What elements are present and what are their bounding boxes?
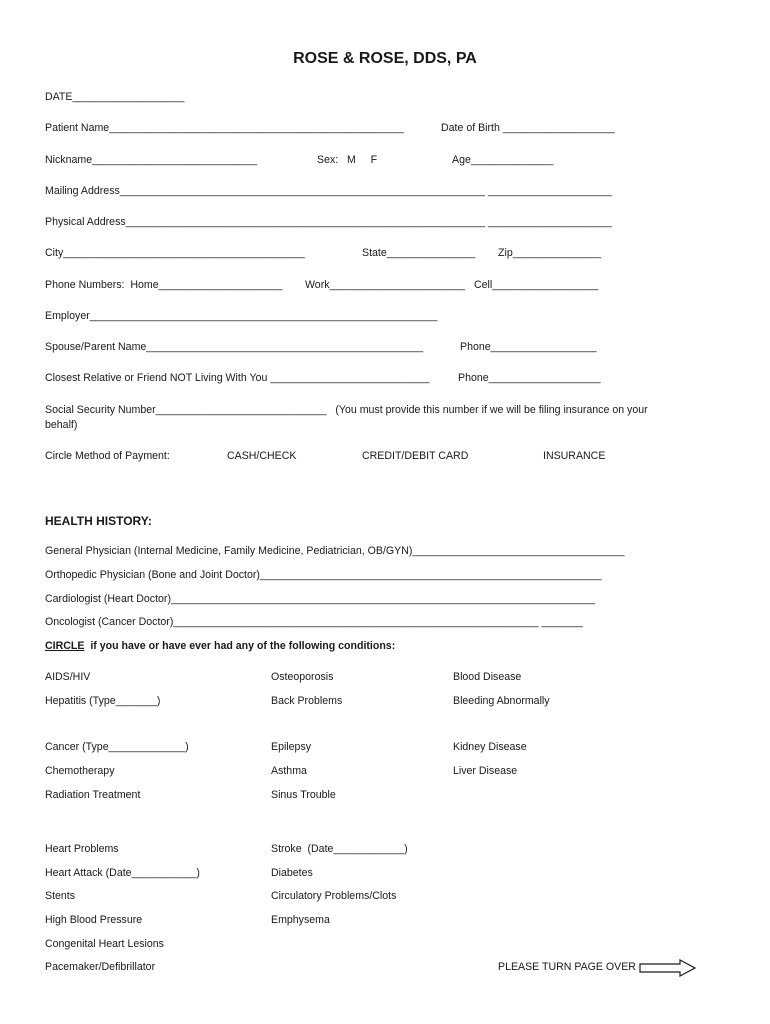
sex-field[interactable]: Sex: M F bbox=[317, 154, 378, 166]
date-field[interactable]: DATE___________________ bbox=[45, 91, 185, 103]
condition-item[interactable]: Circulatory Problems/Clots bbox=[271, 890, 397, 902]
condition-item[interactable]: Epilepsy bbox=[271, 741, 312, 753]
condition-item[interactable]: High Blood Pressure bbox=[45, 914, 143, 926]
physical-address-field[interactable]: Physical Address_____________________________________________________________ _____________________ bbox=[45, 216, 612, 228]
condition-item[interactable]: Heart Attack (Date___________) bbox=[45, 867, 200, 879]
condition-item[interactable]: Hepatitis (Type_______) bbox=[45, 695, 161, 707]
city-field[interactable]: City_________________________________________ bbox=[45, 247, 305, 259]
turn-page-note: PLEASE TURN PAGE OVER bbox=[498, 961, 636, 973]
condition-item[interactable]: Stents bbox=[45, 890, 76, 902]
age-field[interactable]: Age______________ bbox=[452, 154, 554, 166]
zip-field[interactable]: Zip_______________ bbox=[498, 247, 602, 259]
condition-item[interactable]: Pacemaker/Defibrillator bbox=[45, 961, 156, 973]
spouse-phone-field[interactable]: Phone__________________ bbox=[460, 341, 597, 353]
employer-field[interactable]: Employer___________________________________________________________ bbox=[45, 310, 438, 322]
condition-item[interactable]: Asthma bbox=[271, 765, 307, 777]
patient-name-field[interactable]: Patient Name__________________________________________________ bbox=[45, 122, 404, 134]
condition-item[interactable]: Diabetes bbox=[271, 867, 313, 879]
condition-item[interactable]: Kidney Disease bbox=[453, 741, 527, 753]
condition-item[interactable]: Emphysema bbox=[271, 914, 330, 926]
ssn-field[interactable]: Social Security Number_____________________________ (You must provide this number if we will be filing insurance on your bbox=[45, 404, 648, 416]
condition-item[interactable]: Liver Disease bbox=[453, 765, 518, 777]
phone-work-field[interactable]: Work_______________________ bbox=[305, 279, 466, 291]
condition-item[interactable]: Cancer (Type_____________) bbox=[45, 741, 189, 753]
condition-item[interactable]: Heart Problems bbox=[45, 843, 119, 855]
closest-relative-field[interactable]: Closest Relative or Friend NOT Living With You ___________________________ bbox=[45, 372, 430, 384]
oncologist-field[interactable]: Oncologist (Cancer Doctor)______________________________________________________________ _______ bbox=[45, 616, 583, 628]
cardiologist-field[interactable]: Cardiologist (Heart Doctor)________________________________________________________________________ bbox=[45, 593, 596, 605]
payment-option-card[interactable]: CREDIT/DEBIT CARD bbox=[362, 450, 469, 462]
conditions-instruction bbox=[45, 640, 395, 653]
payment-option-cash[interactable]: CASH/CHECK bbox=[227, 450, 297, 462]
condition-item[interactable]: Stroke (Date____________) bbox=[271, 843, 408, 855]
health-history-heading: HEALTH HISTORY: bbox=[45, 514, 152, 528]
relative-phone-field[interactable]: Phone___________________ bbox=[458, 372, 601, 384]
circle-emphasis: CIRCLE bbox=[45, 640, 85, 652]
condition-item[interactable]: Bleeding Abnormally bbox=[453, 695, 550, 707]
phone-home-field[interactable]: Phone Numbers: Home_____________________ bbox=[45, 279, 283, 291]
phone-cell-field[interactable]: Cell__________________ bbox=[474, 279, 599, 291]
condition-item[interactable]: Chemotherapy bbox=[45, 765, 115, 777]
orthopedic-physician-field[interactable]: Orthopedic Physician (Bone and Joint Doctor)__________________________________________________________ bbox=[45, 569, 602, 581]
nickname-field[interactable]: Nickname____________________________ bbox=[45, 154, 258, 166]
date-of-birth-field[interactable]: Date of Birth ___________________ bbox=[441, 122, 615, 134]
general-physician-field[interactable]: General Physician (Internal Medicine, Family Medicine, Pediatrician, OB/GYN)____________________________________ bbox=[45, 545, 625, 557]
condition-item[interactable]: AIDS/HIV bbox=[45, 671, 91, 683]
condition-item[interactable]: Radiation Treatment bbox=[45, 789, 141, 801]
condition-item[interactable]: Blood Disease bbox=[453, 671, 522, 683]
condition-item[interactable]: Congenital Heart Lesions bbox=[45, 938, 164, 950]
condition-item[interactable]: Back Problems bbox=[271, 695, 343, 707]
form-title: ROSE & ROSE, DDS, PA bbox=[293, 50, 477, 67]
state-field[interactable]: State_______________ bbox=[362, 247, 476, 259]
payment-option-insurance[interactable]: INSURANCE bbox=[543, 450, 606, 462]
arrow-right-icon bbox=[638, 958, 698, 978]
spouse-parent-name-field[interactable]: Spouse/Parent Name_______________________________________________ bbox=[45, 341, 424, 353]
mailing-address-field[interactable]: Mailing Address______________________________________________________________ _____________________ bbox=[45, 185, 612, 197]
payment-method-label: Circle Method of Payment: bbox=[45, 450, 170, 462]
ssn-note-continued: behalf) bbox=[45, 419, 78, 431]
conditions-instruction-text: if you have or have ever had any of the following conditions: bbox=[84, 640, 396, 652]
condition-item[interactable]: Sinus Trouble bbox=[271, 789, 336, 801]
condition-item[interactable]: Osteoporosis bbox=[271, 671, 334, 683]
